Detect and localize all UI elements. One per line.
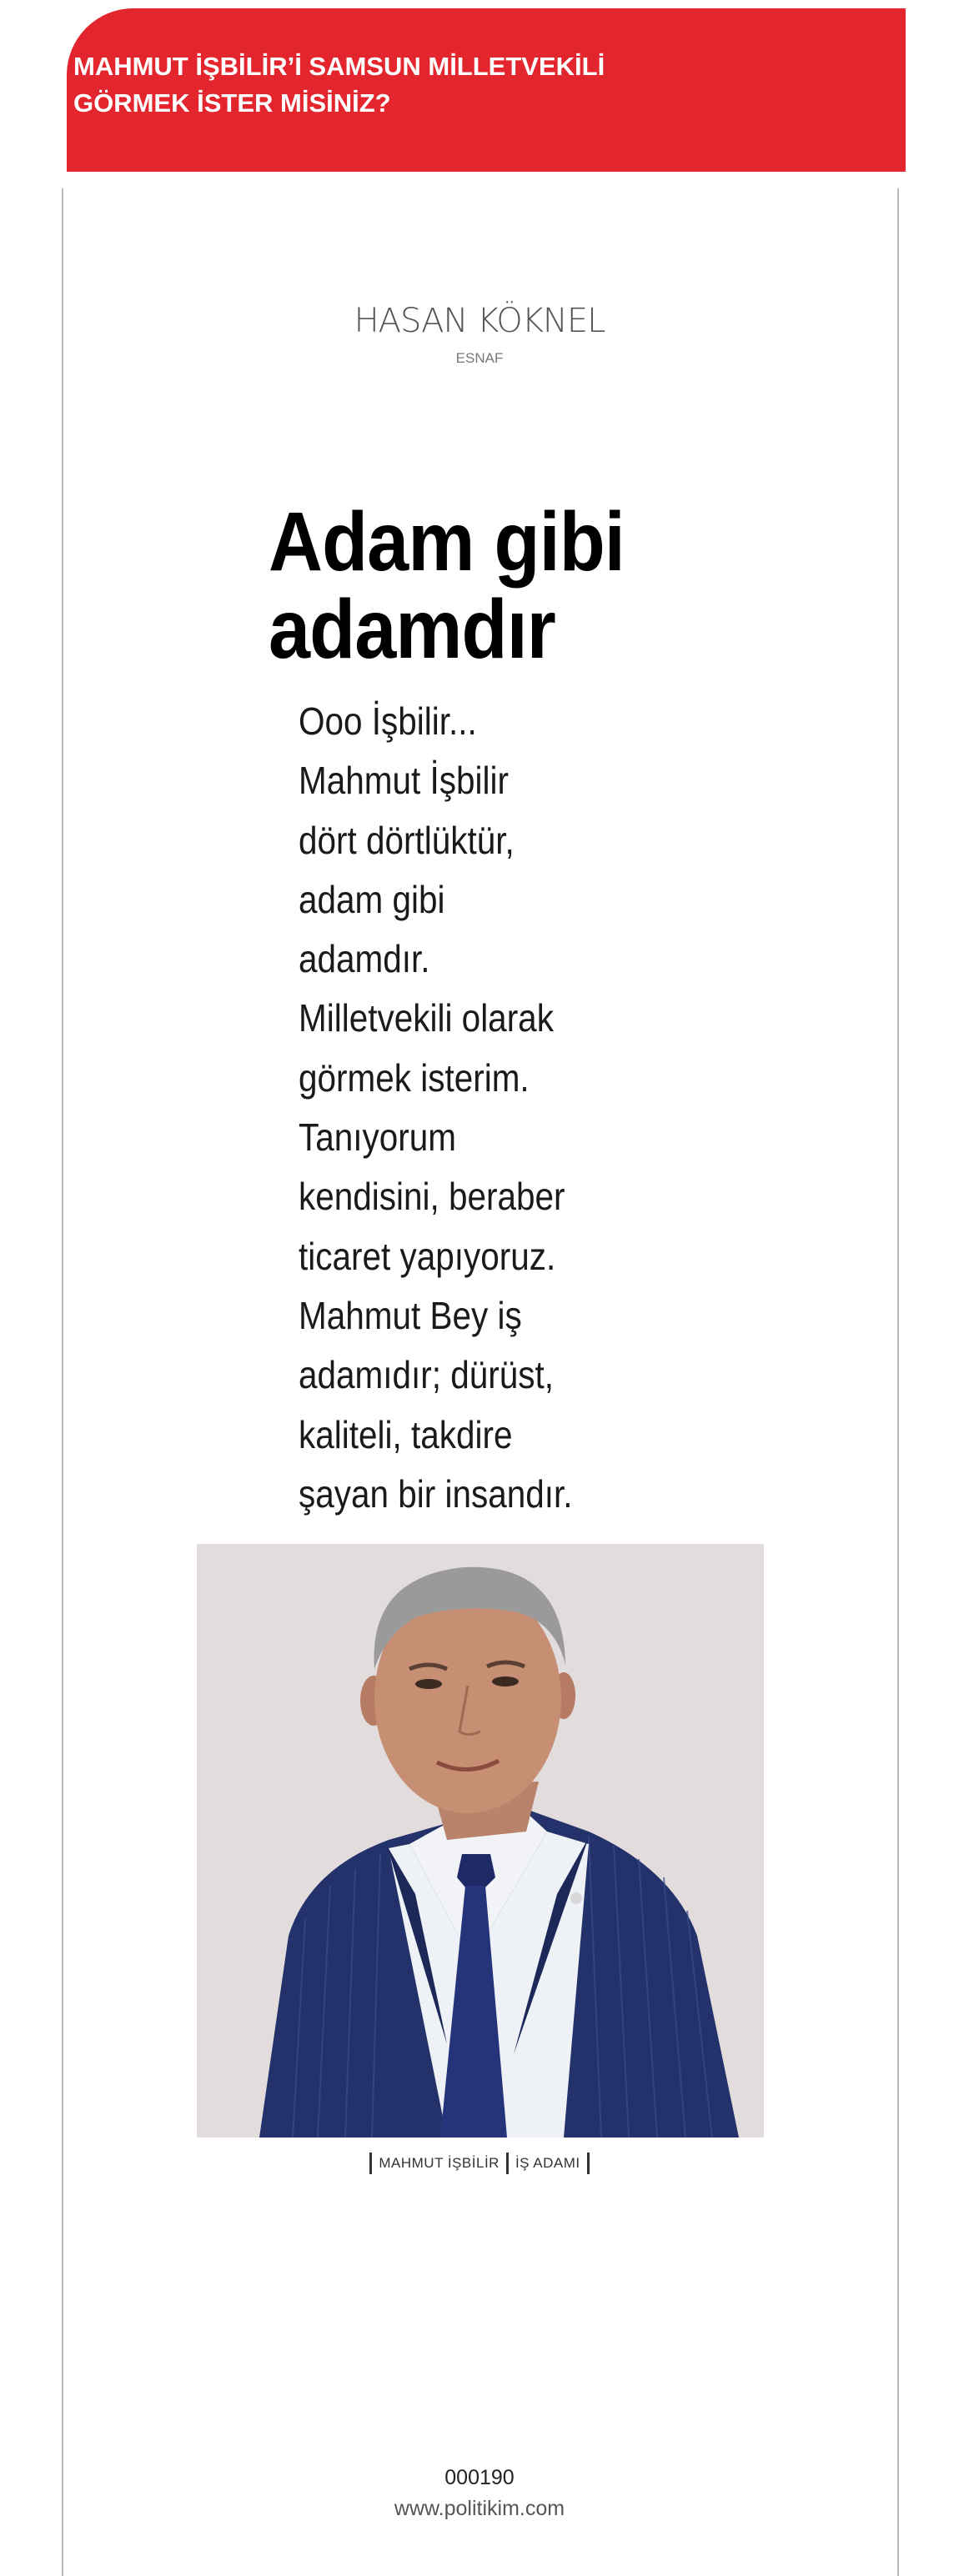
quote-line: Mahmut Bey iş [299,1293,522,1337]
quote-line: Ooo İşbilir... [299,699,477,743]
caption-divider [587,2153,590,2174]
author-name: HASAN KÖKNEL [354,302,605,340]
quote-line: Milletvekili olarak [299,996,554,1040]
quote-line: Mahmut İşbilir [299,759,509,803]
portrait-photo [197,1544,764,2137]
author-role: ESNAF [455,350,504,366]
header-title-line-2: GÖRMEK İSTER MİSİNİZ? [73,88,391,118]
header-title-line-1: MAHMUT İŞBİLİR’İ SAMSUN MİLLETVEKİLİ [73,52,605,81]
quote-line: adamdır. [299,937,430,981]
caption-name: MAHMUT İŞBİLİR [379,2155,500,2171]
quote-line: ticaret yapıyoruz. [299,1234,556,1278]
caption-divider [369,2153,372,2174]
quote-line: adam gibi [299,877,445,921]
frame-right-rule [897,188,899,2576]
quote-line: kendisini, beraber [299,1175,565,1219]
photo-caption [0,2153,959,2174]
article-headline [269,495,719,676]
quote-line: adamıdır; dürüst, [299,1353,554,1397]
quote-line: görmek isterim. [299,1055,530,1100]
quote-line: Tanıyorum [299,1115,456,1160]
caption-title: İŞ ADAMI [515,2155,580,2171]
quote-body [299,692,650,1524]
frame-left-rule [62,188,63,2576]
header-title [73,48,807,122]
footer-url: www.politikim.com [394,2497,565,2520]
footer-code: 000190 [444,2466,515,2489]
quote-line: şayan bir insandır. [299,1471,573,1516]
quote-line: dört dörtlüktür, [299,818,515,862]
headline-line-1: Adam gibi [269,495,625,589]
headline-line-2: adamdır [269,583,555,676]
quote-line: kaliteli, takdire [299,1412,513,1456]
portrait-illustration [197,1544,764,2137]
caption-divider [506,2153,509,2174]
